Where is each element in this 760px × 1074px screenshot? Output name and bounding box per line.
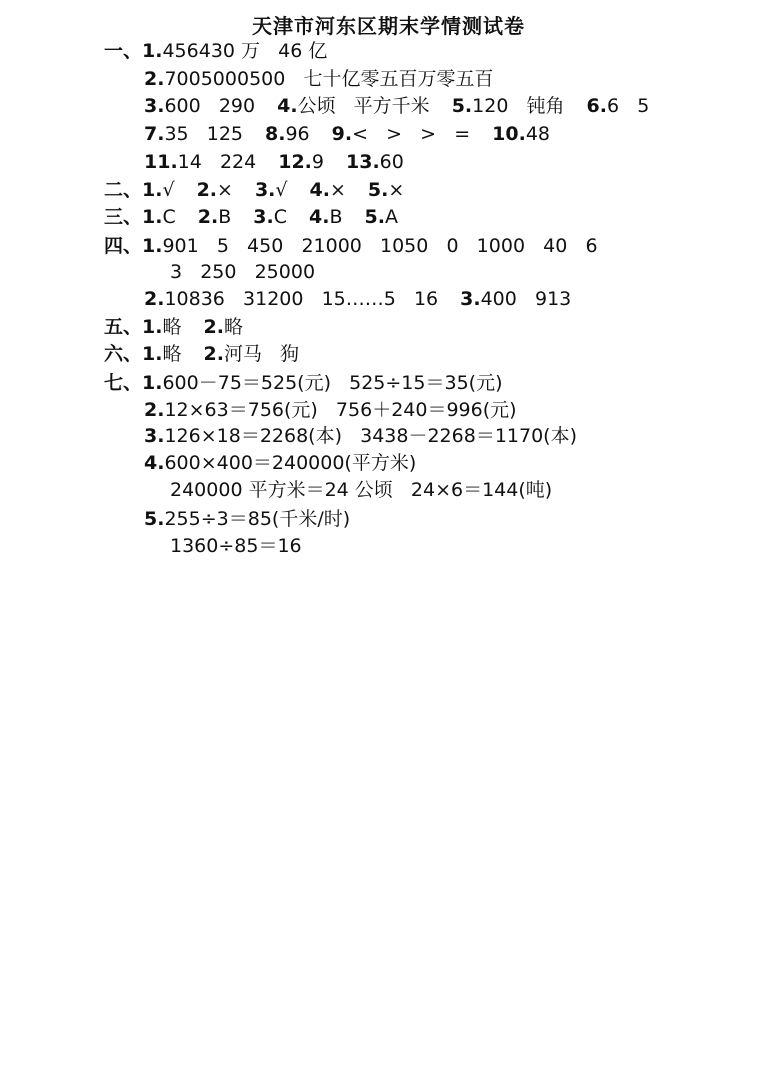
answer-text: < > > = (352, 123, 471, 145)
answer-line (104, 204, 402, 230)
question-number: 5. (367, 179, 389, 201)
answer-line (170, 477, 556, 503)
section-marker: 三、 (104, 206, 143, 228)
answer-line (104, 38, 331, 64)
answer-line (144, 66, 497, 92)
answer-line (144, 397, 521, 423)
answer-line (144, 506, 354, 532)
answer-text: B (329, 206, 343, 228)
question-number: 1. (142, 343, 163, 365)
question-number: 9. (331, 123, 353, 145)
answer-line (104, 341, 303, 367)
answer-text: 公顷 平方千米 (297, 95, 430, 117)
question-number: 1. (142, 316, 163, 338)
question-number: 4. (309, 179, 330, 201)
answer-line (144, 121, 554, 147)
answer-text: 7005000500 七十亿零五百万零五百 (164, 68, 494, 90)
answer-line (144, 286, 575, 312)
answer-text: 96 (285, 123, 310, 145)
section-marker: 七、 (104, 372, 143, 394)
document-title: 天津市河东区期末学情测试卷 (252, 14, 525, 38)
answer-line (144, 93, 653, 119)
answer-text: 600－75＝525(元) 525÷15＝35(元) (162, 372, 503, 394)
answer-text: 1360÷85＝16 (170, 535, 302, 557)
answer-text: 901 5 450 21000 1050 0 1000 40 6 (162, 235, 598, 257)
question-number: 12. (278, 151, 312, 173)
answer-text: 10836 31200 15……5 16 (164, 288, 439, 310)
question-number: 3. (144, 425, 165, 447)
section-marker: 六、 (104, 343, 143, 365)
question-number: 8. (265, 123, 286, 145)
question-number: 1. (142, 235, 163, 257)
question-number: 2. (144, 68, 165, 90)
answer-line (170, 533, 306, 559)
answer-text: 3 250 25000 (170, 261, 316, 283)
answer-line (144, 450, 420, 476)
question-number: 13. (346, 151, 380, 173)
question-number: 3. (144, 95, 165, 117)
answer-text: 35 125 (164, 123, 244, 145)
answer-text: 400 913 (480, 288, 572, 310)
answer-text: 60 (379, 151, 404, 173)
section-marker: 二、 (104, 179, 143, 201)
question-number: 5. (451, 95, 473, 117)
answer-text: 120 钝角 (472, 95, 565, 117)
answer-text: 240000 平方米＝24 公顷 24×6＝144(吨) (170, 479, 553, 501)
question-number: 4. (144, 452, 165, 474)
question-number: 2. (203, 316, 224, 338)
question-number: 2. (144, 288, 165, 310)
question-number: 1. (142, 179, 163, 201)
answer-text: 9 (311, 151, 324, 173)
answer-line (104, 177, 408, 203)
answer-text: C (162, 206, 176, 228)
answer-text: 6 5 (606, 95, 650, 117)
answer-text: 456430 万 46 亿 (162, 40, 328, 62)
question-number: 2. (196, 179, 218, 201)
question-number: 3. (460, 288, 481, 310)
answer-text: × (217, 179, 233, 201)
section-marker: 五、 (104, 316, 143, 338)
question-number: 2. (144, 399, 165, 421)
answer-text: B (218, 206, 232, 228)
answer-text: 126×18＝2268(本) 3438－2268＝1170(本) (164, 425, 577, 447)
answer-text: 略 (162, 316, 182, 338)
answer-line (104, 314, 247, 340)
answer-text: A (384, 206, 398, 228)
question-number: 4. (308, 206, 330, 228)
answer-line (170, 259, 319, 285)
question-number: 4. (277, 95, 298, 117)
question-number: 3. (254, 179, 276, 201)
answer-text: 255÷3＝85(千米/时) (164, 508, 351, 530)
answer-text: C (273, 206, 287, 228)
answer-text: 600×400＝240000(平方米) (164, 452, 417, 474)
answer-text: 河马 狗 (223, 343, 300, 365)
answer-text: 600 290 (164, 95, 256, 117)
question-number: 7. (144, 123, 165, 145)
answer-line (104, 370, 506, 396)
answer-line (104, 233, 602, 259)
question-number: 1. (142, 372, 163, 394)
answer-text: 14 224 (177, 151, 257, 173)
answer-text: √ (162, 179, 175, 201)
question-number: 6. (586, 95, 607, 117)
question-number: 11. (144, 151, 178, 173)
answer-text: 略 (223, 316, 243, 338)
answer-text: 12×63＝756(元) 756＋240＝996(元) (164, 399, 517, 421)
question-number: 2. (197, 206, 219, 228)
question-number: 1. (142, 40, 163, 62)
question-number: 5. (144, 508, 165, 530)
question-number: 10. (492, 123, 526, 145)
answer-text: × (388, 179, 405, 201)
answer-text: √ (275, 179, 288, 201)
question-number: 1. (142, 206, 163, 228)
question-number: 2. (203, 343, 224, 365)
answer-line (144, 423, 581, 449)
section-marker: 一、 (104, 40, 143, 62)
answer-text: 略 (162, 343, 182, 365)
answer-text: × (329, 179, 346, 201)
section-marker: 四、 (104, 235, 143, 257)
answer-text: 48 (525, 123, 551, 145)
question-number: 5. (364, 206, 385, 228)
question-number: 3. (253, 206, 274, 228)
answer-line (144, 149, 408, 175)
